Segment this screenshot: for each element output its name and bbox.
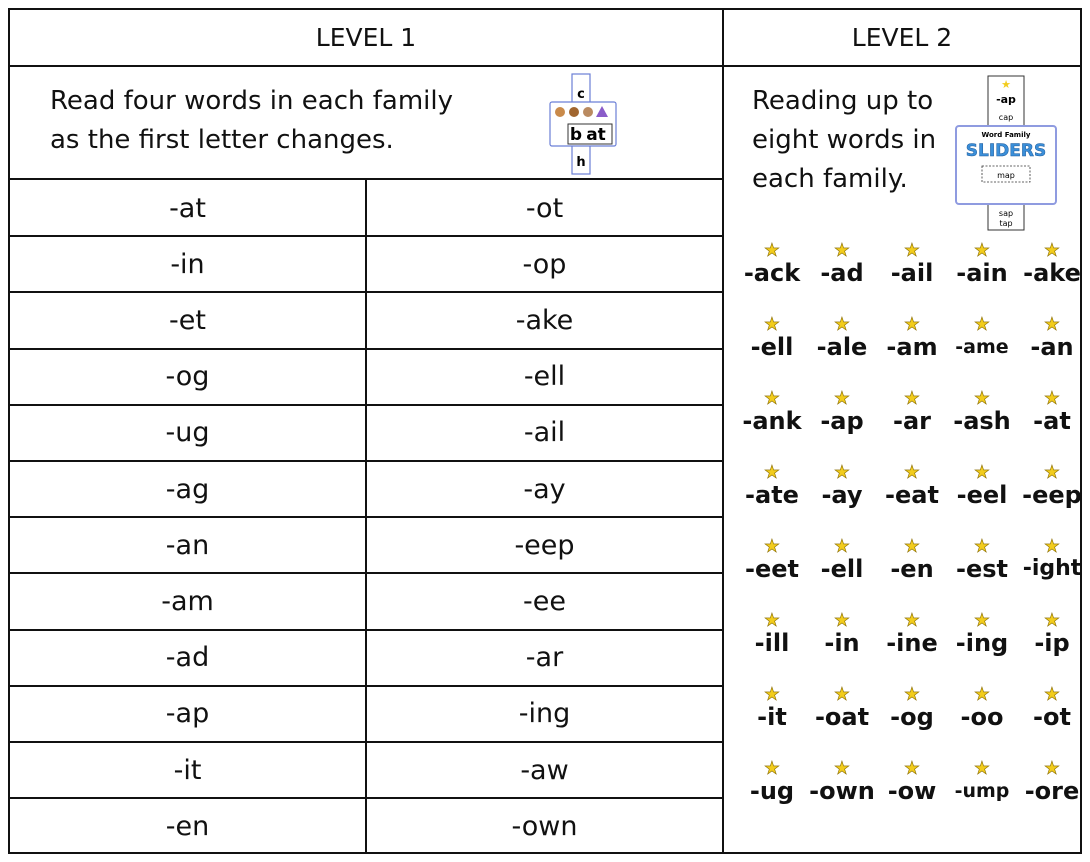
level2-family-label: -ack bbox=[743, 259, 801, 287]
level2-family-item bbox=[947, 464, 1017, 508]
level1-family-left: -ad bbox=[165, 642, 210, 674]
level2-family-label: -ate bbox=[745, 481, 799, 509]
star-icon: ★ bbox=[903, 240, 921, 261]
level2-family-item bbox=[947, 538, 1017, 582]
level2-family-item bbox=[1017, 760, 1087, 804]
level1-family-left: -at bbox=[169, 192, 206, 224]
star-icon: ★ bbox=[763, 240, 781, 261]
star-icon: ★ bbox=[973, 610, 991, 631]
star-icon: ★ bbox=[903, 610, 921, 631]
level1-family-right: -aw bbox=[520, 754, 569, 786]
level2-instructions-line2: eight words in bbox=[752, 125, 937, 155]
level2-family-item bbox=[877, 316, 947, 360]
level2-family-label: -ay bbox=[821, 481, 863, 509]
level2-header: LEVEL 2 bbox=[851, 23, 953, 52]
level2-family-label: -eep bbox=[1022, 481, 1082, 509]
level1-family-right: -ake bbox=[515, 304, 574, 336]
slider-star-icon: ★ bbox=[1001, 78, 1011, 91]
level1-instructions-line1: Read four words in each family bbox=[50, 86, 453, 116]
level2-family-item bbox=[737, 242, 807, 286]
star-icon: ★ bbox=[1043, 462, 1061, 483]
level2-family-item bbox=[877, 464, 947, 508]
slider-word-below1: sap bbox=[998, 209, 1014, 218]
level2-family-label: -ug bbox=[749, 777, 795, 805]
level2-family-label: -ar bbox=[893, 407, 931, 435]
level1-family-right: -op bbox=[522, 248, 567, 280]
star-icon: ★ bbox=[1043, 536, 1061, 557]
star-icon: ★ bbox=[1043, 684, 1061, 705]
level2-family-label: -own bbox=[809, 777, 875, 805]
level2-family-label: -ain bbox=[956, 259, 1008, 287]
level2-family-item bbox=[807, 686, 877, 730]
level2-family-label: -ore bbox=[1024, 777, 1080, 805]
star-icon: ★ bbox=[833, 758, 851, 779]
level1-family-left: -en bbox=[165, 810, 210, 842]
star-icon: ★ bbox=[763, 536, 781, 557]
slider-window-word: map bbox=[997, 171, 1015, 180]
level2-family-label: -ell bbox=[750, 333, 794, 361]
star-icon: ★ bbox=[903, 462, 921, 483]
slider-caption: Word Family bbox=[981, 131, 1031, 139]
level2-family-item bbox=[947, 760, 1017, 804]
level2-family-label: -og bbox=[890, 703, 934, 731]
slider-word-above: cap bbox=[998, 113, 1014, 122]
level2-family-label: -ale bbox=[816, 333, 868, 361]
level2-family-item bbox=[807, 316, 877, 360]
level2-family-item bbox=[877, 390, 947, 434]
slider-top-word: -ap bbox=[996, 93, 1016, 106]
word-family-slider-picture bbox=[954, 74, 1058, 234]
level2-family-item bbox=[807, 242, 877, 286]
level2-family-item bbox=[807, 464, 877, 508]
level2-family-label: -an bbox=[1030, 333, 1074, 361]
star-icon: ★ bbox=[903, 388, 921, 409]
star-icon: ★ bbox=[763, 758, 781, 779]
star-icon: ★ bbox=[763, 462, 781, 483]
level1-family-left: -am bbox=[161, 585, 214, 617]
level2-family-label: -in bbox=[824, 629, 860, 657]
level2-instructions-line3: each family. bbox=[752, 164, 908, 194]
star-icon: ★ bbox=[833, 388, 851, 409]
level2-family-item bbox=[1017, 242, 1087, 286]
level1-header: LEVEL 1 bbox=[315, 23, 417, 52]
level2-family-item bbox=[1017, 538, 1087, 582]
level2-family-item bbox=[737, 390, 807, 434]
level2-family-label: -oat bbox=[814, 703, 870, 731]
star-icon: ★ bbox=[973, 758, 991, 779]
level2-family-item bbox=[807, 390, 877, 434]
bat-slider-picture bbox=[546, 72, 622, 176]
star-icon: ★ bbox=[973, 462, 991, 483]
level2-family-item bbox=[877, 242, 947, 286]
level2-family-item bbox=[807, 538, 877, 582]
star-icon: ★ bbox=[903, 314, 921, 335]
level2-family-label: -ip bbox=[1034, 629, 1070, 657]
level1-family-left: -ag bbox=[165, 473, 210, 505]
level2-family-item bbox=[1017, 316, 1087, 360]
level2-family-label: -ame bbox=[955, 336, 1009, 358]
level2-family-item bbox=[737, 760, 807, 804]
cat-icon bbox=[555, 107, 565, 117]
level1-family-left: -og bbox=[165, 361, 210, 393]
level2-family-item bbox=[737, 686, 807, 730]
level2-family-item bbox=[877, 760, 947, 804]
level2-family-label: -ank bbox=[742, 407, 802, 435]
star-icon: ★ bbox=[833, 462, 851, 483]
star-icon: ★ bbox=[833, 240, 851, 261]
bat-word-first: b bbox=[569, 125, 583, 145]
rat-icon bbox=[583, 107, 593, 117]
level1-family-right: -ay bbox=[523, 473, 566, 505]
level1-family-right: -ell bbox=[523, 361, 566, 393]
level2-family-label: -eat bbox=[885, 481, 939, 509]
level2-family-item bbox=[877, 538, 947, 582]
level1-family-left: -in bbox=[170, 248, 205, 280]
star-icon: ★ bbox=[1043, 610, 1061, 631]
star-icon: ★ bbox=[1043, 240, 1061, 261]
level1-family-right: -ot bbox=[525, 192, 564, 224]
level2-family-label: -ash bbox=[953, 407, 1011, 435]
level2-family-label: -ow bbox=[887, 777, 937, 805]
level2-family-item bbox=[737, 464, 807, 508]
bat-top-letter: c bbox=[577, 87, 585, 102]
level2-family-item bbox=[947, 390, 1017, 434]
level2-family-label: -ot bbox=[1033, 703, 1071, 731]
star-icon: ★ bbox=[973, 240, 991, 261]
level1-family-right: -ing bbox=[518, 698, 571, 730]
level2-family-label: -ake bbox=[1023, 259, 1081, 287]
level2-family-item bbox=[1017, 612, 1087, 656]
level2-family-item bbox=[947, 316, 1017, 360]
word-family-table bbox=[8, 8, 1082, 854]
level2-family-label: -ill bbox=[754, 629, 790, 657]
level2-family-item bbox=[1017, 686, 1087, 730]
bat-word-rest: at bbox=[586, 125, 606, 145]
level2-family-item bbox=[807, 612, 877, 656]
level1-family-left: -it bbox=[173, 754, 202, 786]
star-icon: ★ bbox=[1043, 388, 1061, 409]
star-icon: ★ bbox=[973, 314, 991, 335]
level1-family-left: -ap bbox=[165, 698, 210, 730]
level1-family-left: -ug bbox=[165, 417, 210, 449]
star-icon: ★ bbox=[833, 314, 851, 335]
level2-family-item bbox=[737, 538, 807, 582]
level1-instructions-line2: as the first letter changes. bbox=[50, 125, 394, 155]
level2-family-label: -oo bbox=[960, 703, 1004, 731]
bear-icon bbox=[569, 107, 579, 117]
star-icon: ★ bbox=[763, 684, 781, 705]
level1-instructions bbox=[50, 82, 453, 160]
level2-family-label: -eet bbox=[745, 555, 799, 583]
level2-family-label: -en bbox=[890, 555, 934, 583]
star-icon: ★ bbox=[903, 758, 921, 779]
level2-instructions bbox=[752, 82, 936, 199]
level2-family-item bbox=[877, 612, 947, 656]
level1-family-right: -eep bbox=[514, 529, 575, 561]
level1-family-right: -ail bbox=[523, 417, 566, 449]
bat-bottom-letter: h bbox=[576, 155, 586, 170]
star-icon: ★ bbox=[903, 684, 921, 705]
level2-family-label: -ine bbox=[886, 629, 938, 657]
star-icon: ★ bbox=[973, 684, 991, 705]
level2-family-label: -eel bbox=[956, 481, 1008, 509]
star-icon: ★ bbox=[763, 610, 781, 631]
level2-family-item bbox=[737, 316, 807, 360]
level2-family-label: -ap bbox=[820, 407, 864, 435]
level2-family-item bbox=[1017, 390, 1087, 434]
level2-instructions-line1: Reading up to bbox=[752, 86, 934, 116]
level1-family-left: -et bbox=[169, 304, 206, 336]
star-icon: ★ bbox=[903, 536, 921, 557]
star-icon: ★ bbox=[833, 684, 851, 705]
star-icon: ★ bbox=[763, 388, 781, 409]
level2-family-item bbox=[807, 760, 877, 804]
level2-family-label: -ad bbox=[820, 259, 864, 287]
level1-family-right: -ar bbox=[525, 642, 564, 674]
divider-header bbox=[10, 65, 1080, 67]
star-icon: ★ bbox=[1043, 314, 1061, 335]
star-icon: ★ bbox=[833, 536, 851, 557]
level1-family-right: -own bbox=[511, 810, 578, 842]
star-icon: ★ bbox=[973, 388, 991, 409]
divider-level-columns bbox=[722, 10, 724, 852]
level2-family-item bbox=[947, 686, 1017, 730]
star-icon: ★ bbox=[763, 314, 781, 335]
level2-family-label: -ight bbox=[1022, 556, 1082, 581]
level2-family-label: -am bbox=[886, 333, 938, 361]
level2-family-item bbox=[1017, 464, 1087, 508]
level2-family-item bbox=[877, 686, 947, 730]
level2-family-item bbox=[947, 242, 1017, 286]
star-icon: ★ bbox=[973, 536, 991, 557]
level2-family-label: -at bbox=[1033, 407, 1071, 435]
star-icon: ★ bbox=[1043, 758, 1061, 779]
level1-family-right: -ee bbox=[523, 585, 566, 617]
level2-family-label: -ell bbox=[820, 555, 864, 583]
level2-family-item bbox=[947, 612, 1017, 656]
level2-family-label: -est bbox=[956, 555, 1008, 583]
star-icon: ★ bbox=[833, 610, 851, 631]
slider-title: SLIDERS bbox=[965, 141, 1047, 161]
level2-family-label: -ail bbox=[890, 259, 934, 287]
slider-word-below2: tap bbox=[999, 219, 1013, 228]
level1-family-left: -an bbox=[165, 529, 210, 561]
level2-family-label: -ing bbox=[955, 629, 1009, 657]
level2-family-label: -it bbox=[757, 703, 787, 731]
level2-family-item bbox=[737, 612, 807, 656]
level2-family-label: -ump bbox=[954, 780, 1010, 802]
